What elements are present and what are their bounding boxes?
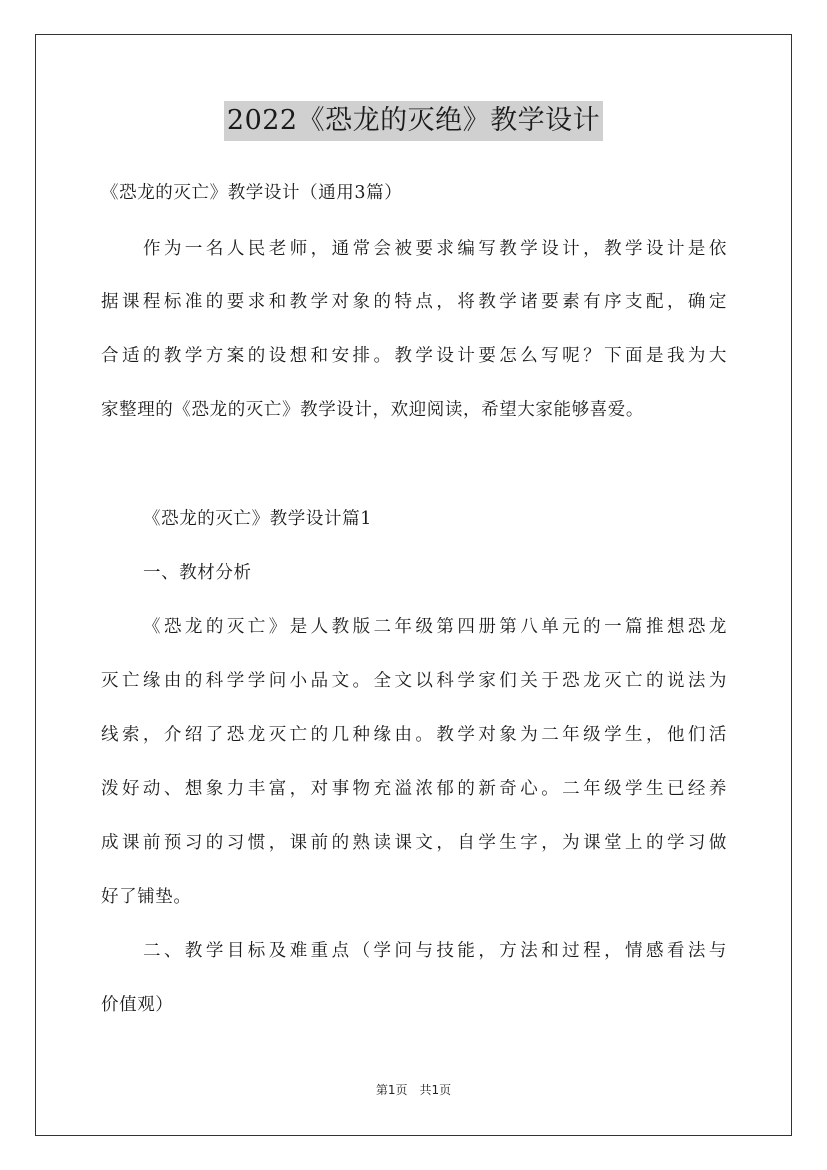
section-title: 《恐龙的灭亡》教学设计篇1 (143, 509, 372, 529)
analysis-line-1: 《恐龙的灭亡》是人教版二年级第四册第八单元的一篇推想恐龙 (143, 617, 727, 637)
analysis-line-4: 泼好动、想象力丰富，对事物充溢浓郁的新奇心。二年级学生已经养 (101, 779, 727, 799)
analysis-line-5: 成课前预习的习惯，课前的熟读课文，自学生字，为课堂上的学习做 (101, 833, 727, 853)
intro-line-1: 作为一名人民老师，通常会被要求编写教学设计，教学设计是依 (143, 239, 727, 259)
intro-line-3: 合适的教学方案的设想和安排。教学设计要怎么写呢？下面是我为大 (101, 346, 727, 366)
document-subtitle: 《恐龙的灭亡》教学设计（通用3篇） (101, 183, 403, 203)
heading-objectives-line-2: 价值观） (101, 995, 174, 1015)
analysis-line-3: 线索，介绍了恐龙灭亡的几种缘由。教学对象为二年级学生，他们活 (101, 725, 727, 745)
page-footer (0, 1082, 827, 1098)
page-total: 共1页 (419, 1083, 452, 1097)
intro-line-2: 据课程标准的要求和教学对象的特点，将教学诸要素有序支配，确定 (101, 292, 727, 312)
analysis-line-2: 灭亡缘由的科学学问小品文。全文以科学家们关于恐龙灭亡的说法为 (101, 671, 727, 691)
title-container (0, 101, 827, 141)
page-current: 第1页 (375, 1083, 408, 1097)
intro-line-4: 家整理的《恐龙的灭亡》教学设计，欢迎阅读，希望大家能够喜爱。 (101, 400, 644, 420)
heading-objectives-line-1: 二、教学目标及难重点（学问与技能，方法和过程，情感看法与 (143, 941, 727, 961)
heading-teaching-material: 一、教材分析 (143, 563, 252, 583)
analysis-line-6: 好了铺垫。 (101, 887, 192, 907)
document-title: 2022《恐龙的灭绝》教学设计 (224, 101, 603, 141)
